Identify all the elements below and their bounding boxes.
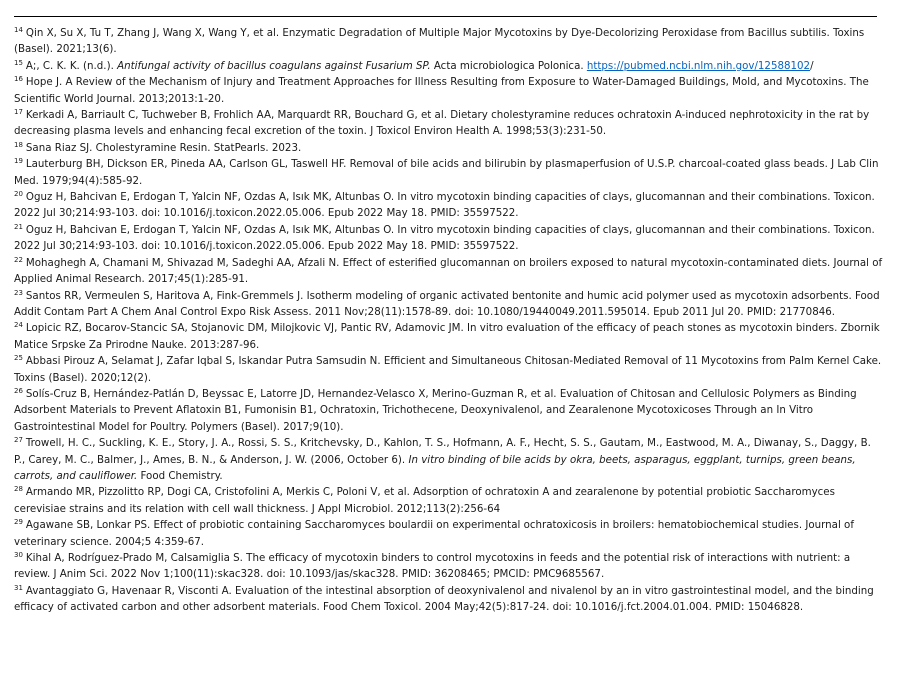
footnote-20: $^{20}$ Oguz H, Bahcivan E, Erdogan T, Yalcin NF, Ozdas A, Isık MK, Altunbas O. In vitro mycotoxin binding capacities of clays, glucomannan and their combinations. Toxicon. 2022 Jul 30;214:93-103. doi: 10.1016/j.toxicon.2022.05.006. Epub 2022 May 18. PMID: 35597522.: [14, 190, 875, 220]
footnote-28: $^{28}$ Armando MR, Pizzolitto RP, Dogi CA, Cristofolini A, Merkis C, Poloni V, et al. Adsorption of ochratoxin A and zearalenone by potential probiotic Saccharomyces cerevisiae strains and its relation with cell wall thickness. J Appl Microbiol. 2012;113(2):256-64: [14, 485, 835, 515]
footnote-22: $^{22}$ Mohaghegh A, Chamani M, Shivazad M, Sadeghi AA, Afzali N. Effect of esterified glucomannan on broilers exposed to natural mycotoxin-contaminated diets. Journal of Applied Animal Research. 2017;45(1):285-91.: [14, 255, 883, 286]
footnote-18: $^{18}$ Sana Riaz SJ. Cholestyramine Resin. StatPearls. 2023.: [14, 140, 302, 154]
footnote-separator: [14, 16, 877, 17]
footnote-27: $^{27}$ Trowell, H. C., Suckling, K. E., Story, J. A., Rossi, S. S., Kritchevsky, D., Kahlon, T. S., Hofmann, A. F., Hecht, S. S., Gautam, M., Eastwood, M. A., Diwanay, S., Daggy, B. P., Carey, M. C., Balmer, J., Ames, B. N., & Anderson, J. W. (2006, October 6). In vitro binding of bile acids by okra, beets, asparagus, eggplant, turnips, green beans, carrots, and cauliflower. Food Chemistry.: [14, 436, 871, 482]
footnote-21: $^{21}$ Oguz H, Bahcivan E, Erdogan T, Yalcin NF, Ozdas A, Isık MK, Altunbas O. In vitro mycotoxin binding capacities of clays, glucomannan and their combinations. Toxicon. 2022 Jul 30;214:93-103. doi: 10.1016/j.toxicon.2022.05.006. Epub 2022 May 18. PMID: 35597522.: [14, 222, 875, 253]
footnote-24: $^{24}$ Lopicic RZ, Bocarov-Stancic SA, Stojanovic DM, Milojkovic VJ, Pantic RV, Adamovic JM. In vitro evaluation of the efficacy of peach stones as mycotoxin binders. Zbornik Matice Srpske Za Prirodne Nauke. 2013:287-96.: [14, 321, 880, 351]
footnotes-list: [14, 25, 884, 616]
footnote-26: $^{26}$ Solís-Cruz B, Hernández-Patlán D, Beyssac E, Latorre JD, Hernandez-Velasco X, Merino-Guzman R, et al. Evaluation of Chitosan and Cellulosic Polymers as Binding Adsorbent Materials to Prevent Aflatoxin B1, Fumonisin B1, Ochratoxin, Trichothecene, Deoxynivalenol, and Zearalenone Mycotoxicoses Through an In Vitro Gastrointestinal Model for Poultry. Polymers (Basel). 2017;9(10).: [14, 386, 857, 433]
footnote-14: $^{14}$ Qin X, Su X, Tu T, Zhang J, Wang X, Wang Y, et al. Enzymatic Degradation of Multiple Major Mycotoxins by Dye-Decolorizing Peroxidase from Bacillus subtilis. Toxins (Basel). 2021;13(6).: [14, 26, 865, 56]
footnote-19: $^{19}$ Lauterburg BH, Dickson ER, Pineda AA, Carlson GL, Taswell HF. Removal of bile acids and bilirubin by plasmaperfusion of U.S.P. charcoal-coated glass beads. J Lab Clin Med. 1979;94(4):585-92.: [14, 157, 879, 187]
pubmed-link[interactable]: https://pubmed.ncbi.nlm.nih.gov/12588102: [586, 59, 811, 72]
footnote-25: $^{25}$ Abbasi Pirouz A, Selamat J, Zafar Iqbal S, Iskandar Putra Samsudin N. Efficient and Simultaneous Chitosan-Mediated Removal of 11 Mycotoxins from Palm Kernel Cake. Toxins (Basel). 2020;12(2).: [14, 354, 882, 384]
footnote-16: $^{16}$ Hope J. A Review of the Mechanism of Injury and Treatment Approaches for Illness Resulting from Exposure to Water-Damaged Buildings, Mold, and Mycotoxins. The Scientific World Journal. 2013;2013:1-20.: [14, 75, 869, 105]
footnote-15: $^{15}$ A;, C. K. K. (n.d.). Antifungal activity of bacillus coagulans against Fusarium SP. Acta microbiologica Polonica. https://pubmed.ncbi.nlm.nih.gov/12588102/: [14, 58, 814, 72]
footnote-23: $^{23}$ Santos RR, Vermeulen S, Haritova A, Fink-Gremmels J. Isotherm modeling of organic activated bentonite and humic acid polymer used as mycotoxin adsorbents. Food Addit Contam Part A Chem Anal Control Expo Risk Assess. 2011 Nov;28(11):1578-89. doi: 10.1080/19440049.2011.595014. Epub 2011 Jul 20. PMID: 21770846.: [14, 288, 880, 318]
footnote-17: $^{17}$ Kerkadi A, Barriault C, Tuchweber B, Frohlich AA, Marquardt RR, Bouchard G, et al. Dietary cholestyramine reduces ochratoxin A-induced nephrotoxicity in the rat by decreasing plasma levels and enhancing fecal excretion of the toxin. J Toxicol Environ Health A. 1998;53(3):231-50.: [14, 108, 870, 138]
footnote-31: $^{31}$ Avantaggiato G, Havenaar R, Visconti A. Evaluation of the intestinal absorption of deoxynivalenol and nivalenol by an in vitro gastrointestinal model, and the binding efficacy of activated carbon and other adsorbent materials. Food Chem Toxicol. 2004 May;42(5):817-24. doi: 10.1016/j.fct.2004.01.004. PMID: 15046828.: [14, 583, 874, 614]
footnote-29: $^{29}$ Agawane SB, Lonkar PS. Effect of probiotic containing Saccharomyces boulardii on experimental ochratoxicosis in broilers: hematobiochemical studies. Journal of veterinary science. 2004;5 4:359-67.: [14, 518, 854, 548]
footnote-30: $^{30}$ Kihal A, Rodríguez-Prado M, Calsamiglia S. The efficacy of mycotoxin binders to control mycotoxins in feeds and the potential risk of interactions with nutrient: a review. J Anim Sci. 2022 Nov 1;100(11):skac328. doi: 10.1093/jas/skac328. PMID: 36208465; PMCID: PMC9685567.: [14, 551, 851, 581]
